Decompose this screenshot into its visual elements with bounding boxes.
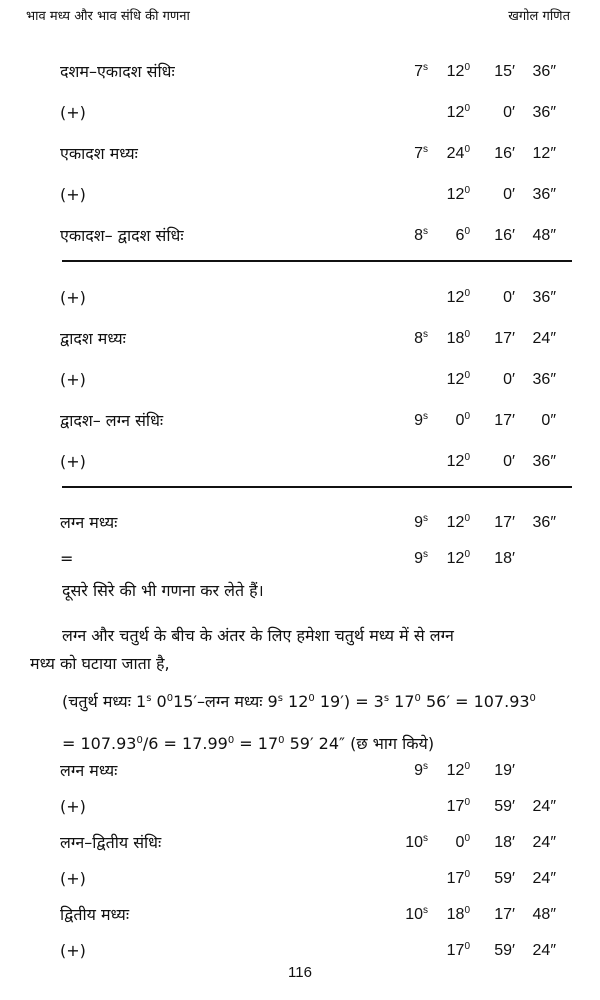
minute-value: 17′ [494, 906, 515, 923]
rasi-value: 8$^s$ [414, 329, 428, 347]
row-label: लग्न मध्यः [60, 761, 118, 780]
degree-value: $12^0$ [446, 513, 470, 531]
degree-value: $0^0$ [455, 411, 470, 429]
row-label: एकादश– द्वादश संधिः [60, 226, 184, 245]
degree-value: $18^0$ [446, 329, 470, 347]
rasi-value: 9$^s$ [414, 761, 428, 779]
second-value: 36″ [532, 104, 556, 121]
degree-value: $18^0$ [446, 905, 470, 923]
second-value: 48″ [532, 906, 556, 923]
minute-value: 18′ [494, 834, 515, 851]
minute-value: 17′ [494, 412, 515, 429]
divider-rule [62, 260, 572, 262]
minute-value: 0′ [503, 371, 515, 388]
degree-value: $12^0$ [446, 62, 470, 80]
minute-value: 17′ [494, 514, 515, 531]
calc-row [0, 366, 600, 394]
calc-row [0, 829, 600, 857]
rasi-value: 9$^s$ [414, 549, 428, 567]
calc-row [0, 140, 600, 168]
degree-value: $12^0$ [446, 185, 470, 203]
minute-value: 15′ [494, 63, 515, 80]
degree-value: $24^0$ [446, 144, 470, 162]
calc-row [0, 448, 600, 476]
second-value: 24″ [532, 942, 556, 959]
degree-value: $12^0$ [446, 288, 470, 306]
degree-value: $12^0$ [446, 549, 470, 567]
calc-row [0, 181, 600, 209]
divider-rule [62, 486, 572, 488]
calc-row [0, 793, 600, 821]
row-label: (+) [60, 185, 86, 204]
minute-value: 59′ [494, 798, 515, 815]
row-label: दशम–एकादश संधिः [60, 62, 175, 81]
minute-value: 0′ [503, 186, 515, 203]
minute-value: 16′ [494, 145, 515, 162]
degree-value: $6^0$ [455, 226, 470, 244]
second-value: 36″ [532, 514, 556, 531]
calc-row [0, 99, 600, 127]
header-book-title: खगोल गणित [508, 9, 570, 24]
minute-value: 0′ [503, 453, 515, 470]
minute-value: 59′ [494, 870, 515, 887]
minute-value: 18′ [494, 550, 515, 567]
paragraph-line: मध्य को घटाया जाता है, [30, 654, 170, 673]
degree-value: $17^0$ [446, 797, 470, 815]
calc-row [0, 865, 600, 893]
minute-value: 17′ [494, 330, 515, 347]
second-value: 12″ [532, 145, 556, 162]
minute-value: 16′ [494, 227, 515, 244]
calc-row [0, 222, 600, 250]
degree-value: $12^0$ [446, 452, 470, 470]
equation-line: = $107.93^0/6 = 17.99^0 = 17^0$ 59′ 24″ (छ भाग किये) [62, 734, 435, 753]
second-value: 24″ [532, 834, 556, 851]
row-label: द्वादश– लग्न संधिः [60, 411, 164, 430]
second-value: 36″ [532, 186, 556, 203]
row-label: (+) [60, 452, 86, 471]
row-label: लग्न मध्यः [60, 513, 118, 532]
degree-value: $12^0$ [446, 103, 470, 121]
equation-line: (चतुर्थ मध्यः 1$^s$ $0^015'-लग्न$ मध्यः 9$^s$ $12^0$ $19') = 3^s$ $17^0$ $56' = 107.93^0$ [62, 692, 536, 711]
calc-row [0, 407, 600, 435]
degree-value: $17^0$ [446, 869, 470, 887]
rasi-value: 7$^s$ [414, 144, 428, 162]
row-label: लग्न–द्वितीय संधिः [60, 833, 162, 852]
rasi-value: 9$^s$ [414, 513, 428, 531]
rasi-value: 10$^s$ [405, 833, 428, 851]
second-value: 36″ [532, 453, 556, 470]
paragraph-text: दूसरे सिरे की भी गणना कर लेते हैं। [62, 581, 264, 600]
row-label: द्वादश मध्यः [60, 329, 126, 348]
second-value: 48″ [532, 227, 556, 244]
degree-value: $17^0$ [446, 941, 470, 959]
degree-value: $12^0$ [446, 761, 470, 779]
calc-row [0, 58, 600, 86]
paragraph-line: लग्न और चतुर्थ के बीच के अंतर के लिए हमेशा चतुर्थ मध्य में से लग्न [62, 626, 454, 645]
header-chapter-title: भाव मध्य और भाव संधि की गणना [26, 9, 190, 24]
row-label: (+) [60, 797, 86, 816]
row-label: (+) [60, 869, 86, 888]
row-label: (+) [60, 288, 86, 307]
minute-value: 0′ [503, 289, 515, 306]
degree-value: $0^0$ [455, 833, 470, 851]
degree-value: $12^0$ [446, 370, 470, 388]
rasi-value: 10$^s$ [405, 905, 428, 923]
minute-value: 59′ [494, 942, 515, 959]
calc-row [0, 545, 600, 573]
row-label: = [60, 549, 74, 568]
calc-row [0, 901, 600, 929]
rasi-value: 7$^s$ [414, 62, 428, 80]
second-value: 0″ [541, 412, 556, 429]
row-label: एकादश मध्यः [60, 144, 138, 163]
minute-value: 19′ [494, 762, 515, 779]
calc-row [0, 937, 600, 965]
rasi-value: 9$^s$ [414, 411, 428, 429]
row-label: (+) [60, 370, 86, 389]
second-value: 24″ [532, 798, 556, 815]
second-value: 36″ [532, 63, 556, 80]
calc-row [0, 325, 600, 353]
second-value: 24″ [532, 330, 556, 347]
second-value: 36″ [532, 371, 556, 388]
calc-row [0, 509, 600, 537]
row-label: (+) [60, 103, 86, 122]
row-label: (+) [60, 941, 86, 960]
running-header [26, 6, 570, 28]
minute-value: 0′ [503, 104, 515, 121]
page-number: 116 [288, 964, 312, 981]
second-value: 36″ [532, 289, 556, 306]
calc-row [0, 284, 600, 312]
second-value: 24″ [532, 870, 556, 887]
calc-row [0, 757, 600, 785]
rasi-value: 8$^s$ [414, 226, 428, 244]
row-label: द्वितीय मध्यः [60, 905, 130, 924]
